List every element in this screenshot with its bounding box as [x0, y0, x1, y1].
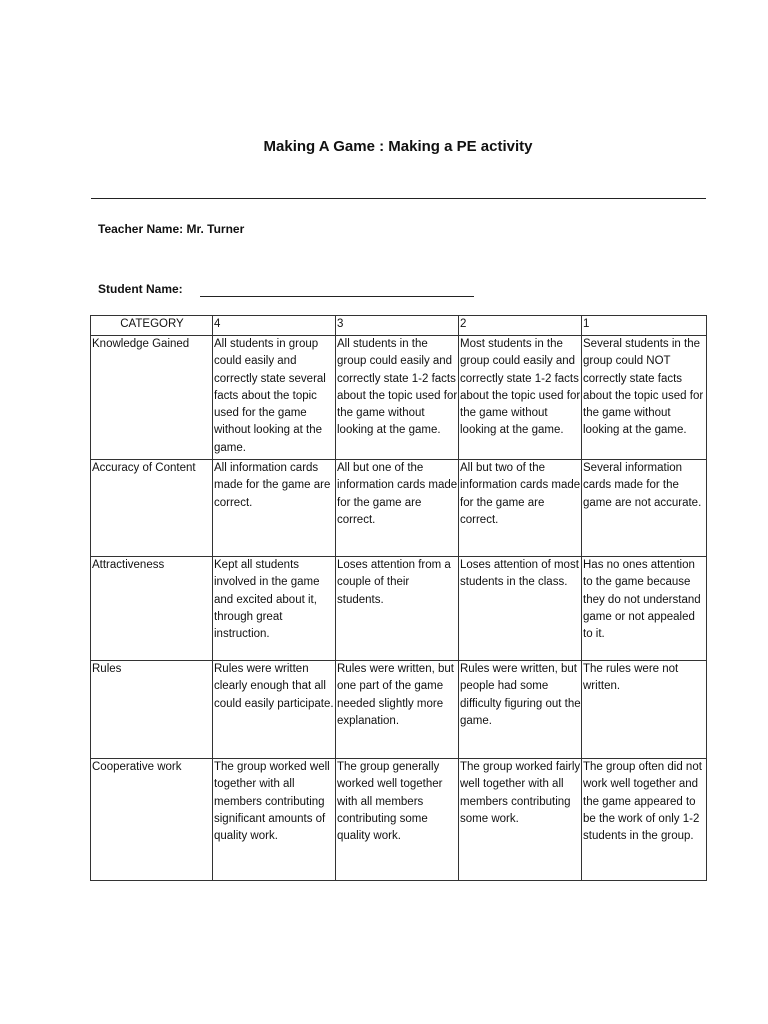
rubric-row-accuracy-of-content	[91, 460, 707, 557]
criteria-cell-4: Kept all students involved in the game and excited about it, through great instruction.	[213, 557, 336, 661]
header-score-2: 2	[459, 316, 582, 336]
category-cell: Knowledge Gained	[91, 336, 213, 460]
criteria-cell-1: The group often did not work well together and the game appeared to be the work of only 1-2 students in the group.	[582, 759, 707, 881]
student-name-blank-line	[200, 296, 474, 297]
document-title: Making A Game : Making a PE activity	[263, 138, 533, 155]
criteria-cell-1: Has no ones attention to the game because they do not understand game or not appealed to it.	[582, 557, 707, 661]
criteria-cell-2: All but two of the information cards made for the game are correct.	[459, 460, 582, 557]
header-category: CATEGORY	[91, 316, 213, 336]
criteria-cell-3: The group generally worked well together with all members contributing some quality work.	[336, 759, 459, 881]
rubric-row-rules	[91, 661, 707, 759]
criteria-cell-4: The group worked well together with all members contributing significant amounts of quality work.	[213, 759, 336, 881]
header-score-1: 1	[582, 316, 707, 336]
rubric-row-attractiveness	[91, 557, 707, 661]
criteria-cell-2: The group worked fairly well together with all members contributing some work.	[459, 759, 582, 881]
category-cell: Attractiveness	[91, 557, 213, 661]
criteria-cell-1: Several information cards made for the game are not accurate.	[582, 460, 707, 557]
criteria-cell-4: Rules were written clearly enough that all could easily participate.	[213, 661, 336, 759]
header-score-4: 4	[213, 316, 336, 336]
title-divider	[91, 198, 706, 199]
criteria-cell-2: Loses attention of most students in the class.	[459, 557, 582, 661]
rubric-row-cooperative-work	[91, 759, 707, 881]
criteria-cell-4: All students in group could easily and correctly state several facts about the topic used for the game without looking at the game.	[213, 336, 336, 460]
criteria-cell-1: Several students in the group could NOT correctly state facts about the topic used for the game without looking at the game.	[582, 336, 707, 460]
category-cell: Rules	[91, 661, 213, 759]
rubric-header-row	[91, 316, 707, 336]
category-cell: Cooperative work	[91, 759, 213, 881]
criteria-cell-4: All information cards made for the game are correct.	[213, 460, 336, 557]
criteria-cell-1: The rules were not written.	[582, 661, 707, 759]
header-score-3: 3	[336, 316, 459, 336]
criteria-cell-2: Most students in the group could easily and correctly state 1-2 facts about the topic used for the game without looking at the game.	[459, 336, 582, 460]
criteria-cell-3: Loses attention from a couple of their students.	[336, 557, 459, 661]
rubric-row-knowledge-gained	[91, 336, 707, 460]
criteria-cell-2: Rules were written, but people had some difficulty figuring out the game.	[459, 661, 582, 759]
rubric-table	[90, 315, 707, 881]
student-name-label: Student Name:	[98, 282, 183, 296]
criteria-cell-3: All students in the group could easily and correctly state 1-2 facts about the topic used for the game without looking at the game.	[336, 336, 459, 460]
teacher-name: Teacher Name: Mr. Turner	[98, 222, 245, 236]
criteria-cell-3: All but one of the information cards made for the game are correct.	[336, 460, 459, 557]
criteria-cell-3: Rules were written, but one part of the game needed slightly more explanation.	[336, 661, 459, 759]
category-cell: Accuracy of Content	[91, 460, 213, 557]
